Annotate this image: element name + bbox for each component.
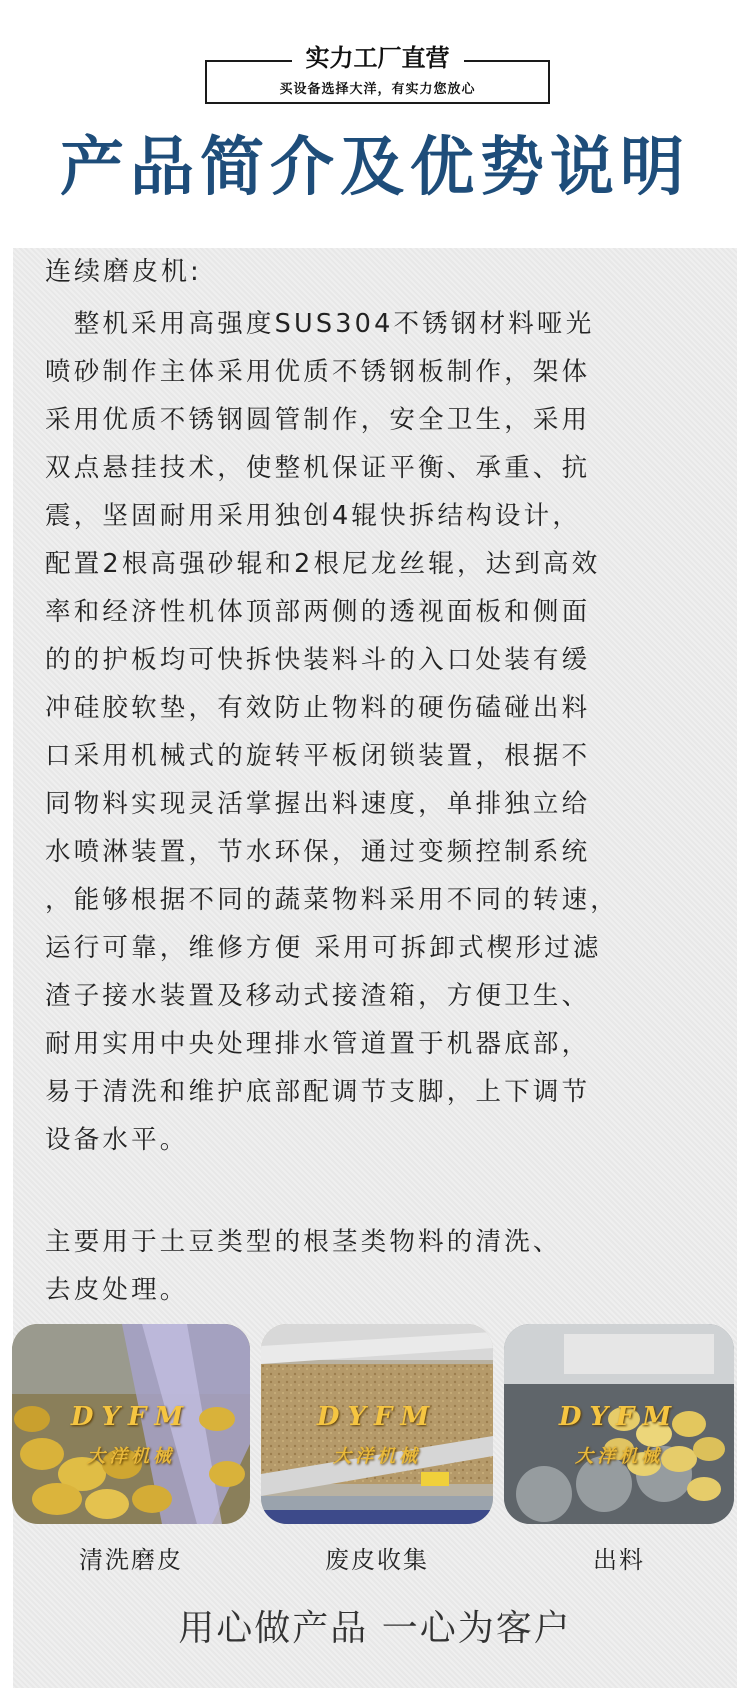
description-line: 同物料实现灵活掌握出料速度，单排独立给 bbox=[45, 789, 591, 819]
description-line: 震，坚固耐用采用独创4辊快拆结构设计， bbox=[45, 501, 582, 531]
watermark-company: 大洋机械 bbox=[575, 1446, 663, 1467]
page-title: 产品简介及优势说明 bbox=[60, 131, 690, 205]
photo-washing-peeling bbox=[12, 1324, 250, 1524]
caption-peel-collection: 废皮收集 bbox=[325, 1546, 429, 1574]
photo-peel-collection bbox=[261, 1324, 493, 1524]
footer-slogan: 用心做产品 一心为客户 bbox=[178, 1608, 572, 1649]
description-line: 率和经济性机体顶部两侧的透视面板和侧面 bbox=[45, 597, 591, 627]
photo-output bbox=[504, 1324, 734, 1524]
badge-subtitle: 买设备选择大洋，有实力您放心 bbox=[279, 82, 476, 97]
description-line: 渣子接水装置及移动式接渣箱，方便卫生、 bbox=[45, 981, 591, 1011]
product-description bbox=[45, 300, 717, 1164]
caption-output: 出料 bbox=[593, 1546, 645, 1574]
description-line: 整机采用高强度SUS304不锈钢材料哑光 bbox=[45, 309, 595, 339]
description-line: ，能够根据不同的蔬菜物料采用不同的转速， bbox=[45, 885, 620, 915]
watermark-brand: DYFM bbox=[558, 1402, 680, 1432]
description-line: 喷砂制作主体采用优质不锈钢板制作，架体 bbox=[45, 357, 591, 387]
description-line: 耐用实用中央处理排水管道置于机器底部， bbox=[45, 1029, 591, 1059]
usage-description bbox=[45, 1218, 717, 1314]
description-line: 设备水平。 bbox=[45, 1125, 189, 1155]
usage-line: 主要用于土豆类型的根茎类物料的清洗、 bbox=[45, 1227, 562, 1257]
watermark-company: 大洋机械 bbox=[333, 1446, 421, 1467]
description-line: 易于清洗和维护底部配调节支脚，上下调节 bbox=[45, 1077, 591, 1107]
description-line: 双点悬挂技术，使整机保证平衡、承重、抗 bbox=[45, 453, 591, 483]
usage-line: 去皮处理。 bbox=[45, 1275, 189, 1305]
description-line: 水喷淋装置，节水环保，通过变频控制系统 bbox=[45, 837, 591, 867]
description-line: 口采用机械式的旋转平板闭锁装置，根据不 bbox=[45, 741, 591, 771]
factory-badge bbox=[205, 43, 550, 104]
product-name: 连续磨皮机: bbox=[45, 257, 202, 287]
watermark-brand: DYFM bbox=[316, 1402, 438, 1432]
description-line: 冲硅胶软垫，有效防止物料的硬伤磕碰出料 bbox=[45, 693, 591, 723]
description-line: 采用优质不锈钢圆管制作，安全卫生，采用 bbox=[45, 405, 591, 435]
badge-title: 实力工厂直营 bbox=[292, 42, 464, 74]
description-line: 配置2根高强砂辊和2根尼龙丝辊，达到高效 bbox=[45, 549, 601, 579]
description-line: 运行可靠，维修方便 采用可拆卸式楔形过滤 bbox=[45, 933, 602, 963]
watermark-company: 大洋机械 bbox=[87, 1446, 175, 1467]
watermark-brand: DYFM bbox=[70, 1402, 192, 1432]
header bbox=[0, 0, 750, 248]
caption-washing-peeling: 清洗磨皮 bbox=[79, 1546, 183, 1574]
description-line: 的的护板均可快拆快装料斗的入口处装有缓 bbox=[45, 645, 591, 675]
